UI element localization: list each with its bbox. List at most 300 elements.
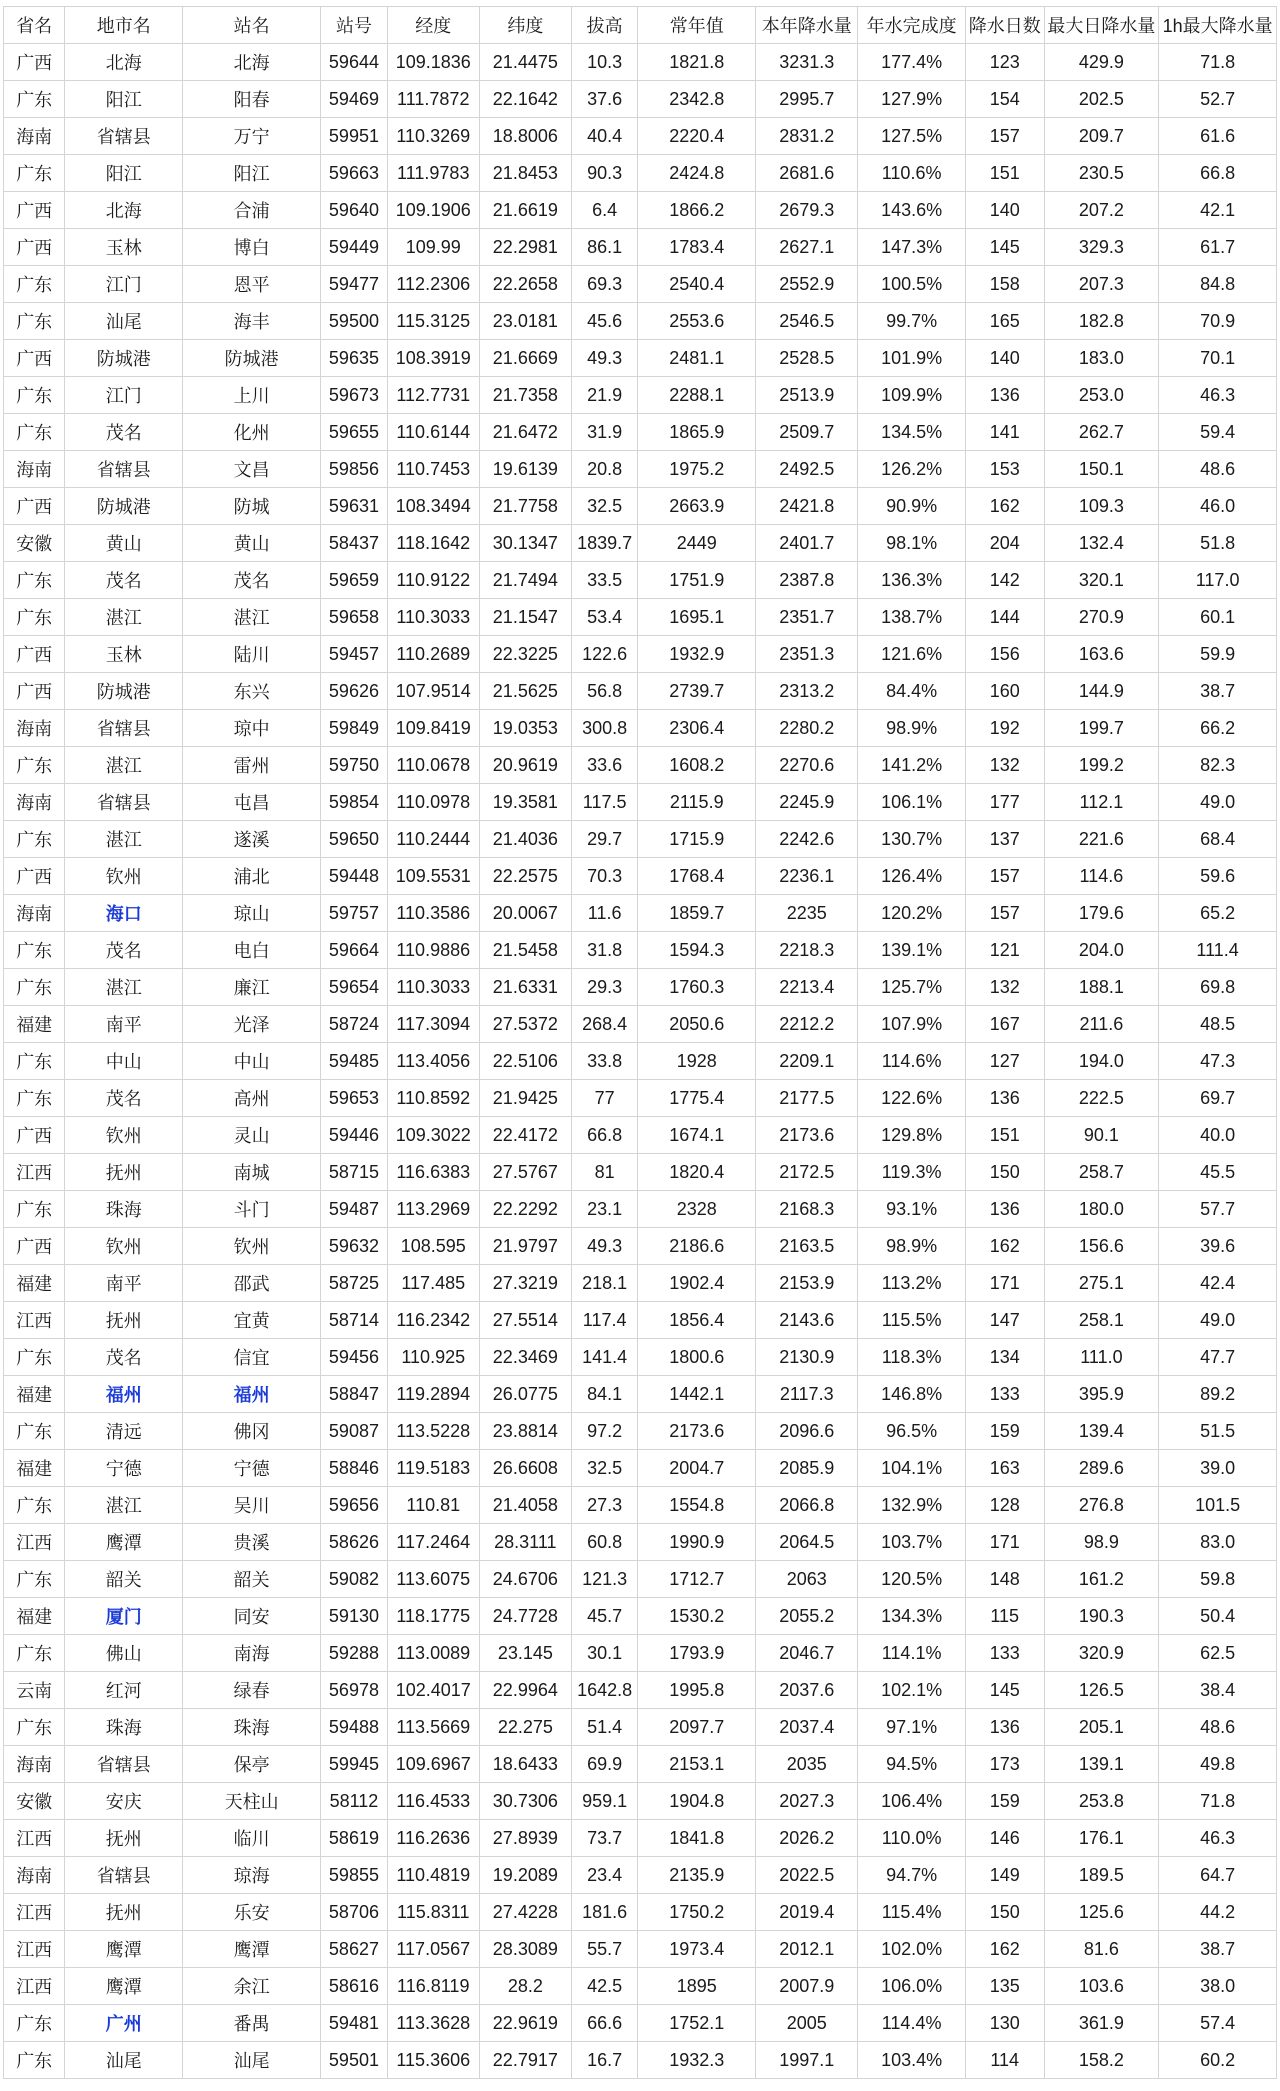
cell-city: 阳江 (65, 155, 183, 192)
cell-annual-precip: 2552.9 (756, 266, 858, 303)
cell-normal-value: 2153.1 (638, 1746, 756, 1783)
cell-precip-days: 145 (965, 229, 1044, 266)
cell-max-daily-precip: 262.7 (1044, 414, 1159, 451)
cell-altitude: 90.3 (571, 155, 638, 192)
cell-max-daily-precip: 275.1 (1044, 1265, 1159, 1302)
cell-completion: 100.5% (858, 266, 965, 303)
column-header-precip-days: 降水日数 (965, 7, 1044, 44)
table-row (4, 266, 1277, 303)
cell-city: 防城港 (65, 488, 183, 525)
cell-altitude: 23.4 (571, 1857, 638, 1894)
cell-station: 乐安 (183, 1894, 321, 1931)
cell-completion: 94.7% (858, 1857, 965, 1894)
cell-latitude: 21.8453 (479, 155, 571, 192)
cell-latitude: 21.4475 (479, 44, 571, 81)
cell-precip-days: 171 (965, 1524, 1044, 1561)
table-row (4, 1450, 1277, 1487)
table-row (4, 229, 1277, 266)
cell-station: 湛江 (183, 599, 321, 636)
cell-annual-precip: 2280.2 (756, 710, 858, 747)
cell-max-hourly-precip: 66.2 (1159, 710, 1277, 747)
cell-normal-value: 1608.2 (638, 747, 756, 784)
cell-annual-precip: 2245.9 (756, 784, 858, 821)
cell-max-hourly-precip: 71.8 (1159, 44, 1277, 81)
cell-normal-value: 1793.9 (638, 1635, 756, 1672)
cell-station: 浦北 (183, 858, 321, 895)
cell-city[interactable]: 福州 (65, 1376, 183, 1413)
cell-longitude: 110.9886 (387, 932, 479, 969)
cell-city: 省辖县 (65, 118, 183, 155)
cell-precip-days: 153 (965, 451, 1044, 488)
cell-completion: 138.7% (858, 599, 965, 636)
cell-altitude: 121.3 (571, 1561, 638, 1598)
cell-precip-days: 140 (965, 192, 1044, 229)
table-row (4, 1043, 1277, 1080)
cell-province: 广东 (4, 1561, 65, 1598)
cell-completion: 127.5% (858, 118, 965, 155)
cell-max-daily-precip: 222.5 (1044, 1080, 1159, 1117)
cell-station: 化州 (183, 414, 321, 451)
cell-longitude: 109.1836 (387, 44, 479, 81)
cell-city: 清远 (65, 1413, 183, 1450)
cell-latitude: 19.2089 (479, 1857, 571, 1894)
cell-province: 福建 (4, 1006, 65, 1043)
cell-longitude: 116.6383 (387, 1154, 479, 1191)
cell-city: 北海 (65, 192, 183, 229)
cell-completion: 103.4% (858, 2042, 965, 2079)
cell-normal-value: 1928 (638, 1043, 756, 1080)
cell-completion: 118.3% (858, 1339, 965, 1376)
cell-station-id: 59501 (321, 2042, 388, 2079)
cell-precip-days: 149 (965, 1857, 1044, 1894)
cell-station: 钦州 (183, 1228, 321, 1265)
table-row (4, 1524, 1277, 1561)
cell-precip-days: 142 (965, 562, 1044, 599)
cell-completion: 130.7% (858, 821, 965, 858)
cell-max-hourly-precip: 46.3 (1159, 377, 1277, 414)
table-row (4, 1191, 1277, 1228)
cell-max-daily-precip: 230.5 (1044, 155, 1159, 192)
cell-city[interactable]: 海口 (65, 895, 183, 932)
cell-max-daily-precip: 204.0 (1044, 932, 1159, 969)
cell-station: 防城港 (183, 340, 321, 377)
cell-normal-value: 1821.8 (638, 44, 756, 81)
cell-precip-days: 150 (965, 1894, 1044, 1931)
cell-station-id: 58715 (321, 1154, 388, 1191)
cell-normal-value: 2449 (638, 525, 756, 562)
cell-longitude: 109.5531 (387, 858, 479, 895)
cell-station: 余江 (183, 1968, 321, 2005)
cell-altitude: 37.6 (571, 81, 638, 118)
cell-latitude: 23.8814 (479, 1413, 571, 1450)
cell-normal-value: 1783.4 (638, 229, 756, 266)
cell-station-id: 59448 (321, 858, 388, 895)
cell-latitude: 27.5514 (479, 1302, 571, 1339)
cell-station: 信宜 (183, 1339, 321, 1376)
cell-station: 临川 (183, 1820, 321, 1857)
cell-max-daily-precip: 112.1 (1044, 784, 1159, 821)
cell-normal-value: 2220.4 (638, 118, 756, 155)
cell-completion: 143.6% (858, 192, 965, 229)
cell-completion: 126.4% (858, 858, 965, 895)
cell-station-id: 59854 (321, 784, 388, 821)
cell-province: 广东 (4, 747, 65, 784)
cell-station[interactable]: 福州 (183, 1376, 321, 1413)
cell-altitude: 1839.7 (571, 525, 638, 562)
cell-province: 海南 (4, 1746, 65, 1783)
table-row (4, 118, 1277, 155)
cell-latitude: 28.2 (479, 1968, 571, 2005)
cell-latitude: 18.8006 (479, 118, 571, 155)
cell-max-hourly-precip: 59.8 (1159, 1561, 1277, 1598)
cell-province: 海南 (4, 895, 65, 932)
cell-station-id: 59635 (321, 340, 388, 377)
cell-province: 广东 (4, 562, 65, 599)
cell-precip-days: 157 (965, 858, 1044, 895)
cell-latitude: 27.3219 (479, 1265, 571, 1302)
cell-city: 南平 (65, 1265, 183, 1302)
cell-annual-precip: 2831.2 (756, 118, 858, 155)
cell-city: 韶关 (65, 1561, 183, 1598)
cell-altitude: 959.1 (571, 1783, 638, 1820)
cell-city[interactable]: 厦门 (65, 1598, 183, 1635)
cell-longitude: 110.4819 (387, 1857, 479, 1894)
cell-normal-value: 1751.9 (638, 562, 756, 599)
cell-station: 遂溪 (183, 821, 321, 858)
cell-annual-precip: 2117.3 (756, 1376, 858, 1413)
cell-precip-days: 130 (965, 2005, 1044, 2042)
cell-longitude: 119.5183 (387, 1450, 479, 1487)
cell-latitude: 28.3089 (479, 1931, 571, 1968)
table-row (4, 747, 1277, 784)
cell-city: 玉林 (65, 229, 183, 266)
cell-normal-value: 2288.1 (638, 377, 756, 414)
table-row (4, 1413, 1277, 1450)
cell-max-hourly-precip: 66.8 (1159, 155, 1277, 192)
cell-station-id: 59500 (321, 303, 388, 340)
cell-altitude: 49.3 (571, 340, 638, 377)
cell-max-daily-precip: 103.6 (1044, 1968, 1159, 2005)
cell-station-id: 59488 (321, 1709, 388, 1746)
cell-province: 广西 (4, 340, 65, 377)
cell-province: 广东 (4, 81, 65, 118)
cell-station: 黄山 (183, 525, 321, 562)
cell-normal-value: 2739.7 (638, 673, 756, 710)
cell-province: 广东 (4, 1487, 65, 1524)
cell-city: 玉林 (65, 636, 183, 673)
cell-province: 福建 (4, 1450, 65, 1487)
cell-city: 茂名 (65, 1080, 183, 1117)
cell-normal-value: 2328 (638, 1191, 756, 1228)
cell-city: 江门 (65, 377, 183, 414)
table-row (4, 81, 1277, 118)
cell-completion: 177.4% (858, 44, 965, 81)
cell-completion: 122.6% (858, 1080, 965, 1117)
table-row (4, 340, 1277, 377)
cell-annual-precip: 2026.2 (756, 1820, 858, 1857)
cell-completion: 109.9% (858, 377, 965, 414)
table-row (4, 377, 1277, 414)
cell-completion: 120.2% (858, 895, 965, 932)
cell-province: 广西 (4, 44, 65, 81)
cell-city: 安庆 (65, 1783, 183, 1820)
cell-station-id: 58724 (321, 1006, 388, 1043)
cell-province: 广东 (4, 377, 65, 414)
cell-city: 抚州 (65, 1820, 183, 1857)
cell-annual-precip: 2313.2 (756, 673, 858, 710)
cell-normal-value: 2097.7 (638, 1709, 756, 1746)
cell-max-daily-precip: 205.1 (1044, 1709, 1159, 1746)
cell-completion: 125.7% (858, 969, 965, 1006)
cell-normal-value: 1554.8 (638, 1487, 756, 1524)
cell-precip-days: 173 (965, 1746, 1044, 1783)
cell-province: 广东 (4, 414, 65, 451)
cell-station-id: 59653 (321, 1080, 388, 1117)
cell-city: 钦州 (65, 1117, 183, 1154)
cell-precip-days: 140 (965, 340, 1044, 377)
cell-city: 汕尾 (65, 303, 183, 340)
cell-city: 湛江 (65, 1487, 183, 1524)
cell-longitude: 117.3094 (387, 1006, 479, 1043)
cell-annual-precip: 2351.3 (756, 636, 858, 673)
cell-longitude: 119.2894 (387, 1376, 479, 1413)
cell-normal-value: 1768.4 (638, 858, 756, 895)
cell-station: 珠海 (183, 1709, 321, 1746)
cell-province: 江西 (4, 1302, 65, 1339)
cell-station: 廉江 (183, 969, 321, 1006)
cell-completion: 115.4% (858, 1894, 965, 1931)
cell-province: 江西 (4, 1931, 65, 1968)
cell-precip-days: 123 (965, 44, 1044, 81)
cell-annual-precip: 2055.2 (756, 1598, 858, 1635)
cell-max-daily-precip: 180.0 (1044, 1191, 1159, 1228)
cell-station-id: 58437 (321, 525, 388, 562)
cell-latitude: 22.2575 (479, 858, 571, 895)
table-row (4, 599, 1277, 636)
cell-precip-days: 162 (965, 488, 1044, 525)
cell-longitude: 113.5228 (387, 1413, 479, 1450)
cell-normal-value: 1932.3 (638, 2042, 756, 2079)
table-row (4, 1487, 1277, 1524)
cell-station-id: 59130 (321, 1598, 388, 1635)
cell-normal-value: 1866.2 (638, 192, 756, 229)
cell-province: 广东 (4, 1413, 65, 1450)
cell-province: 广西 (4, 488, 65, 525)
cell-province: 广西 (4, 192, 65, 229)
cell-annual-precip: 2177.5 (756, 1080, 858, 1117)
cell-longitude: 110.3033 (387, 969, 479, 1006)
cell-station-id: 58846 (321, 1450, 388, 1487)
cell-completion: 98.9% (858, 710, 965, 747)
cell-station: 恩平 (183, 266, 321, 303)
cell-province: 福建 (4, 1265, 65, 1302)
table-row (4, 1302, 1277, 1339)
cell-annual-precip: 2022.5 (756, 1857, 858, 1894)
cell-max-hourly-precip: 64.7 (1159, 1857, 1277, 1894)
cell-normal-value: 1856.4 (638, 1302, 756, 1339)
cell-annual-precip: 2235 (756, 895, 858, 932)
cell-max-daily-precip: 111.0 (1044, 1339, 1159, 1376)
table-row (4, 710, 1277, 747)
cell-latitude: 21.1547 (479, 599, 571, 636)
cell-max-daily-precip: 182.8 (1044, 303, 1159, 340)
cell-altitude: 32.5 (571, 488, 638, 525)
cell-latitude: 21.9797 (479, 1228, 571, 1265)
cell-latitude: 27.5767 (479, 1154, 571, 1191)
cell-completion: 99.7% (858, 303, 965, 340)
table-row (4, 858, 1277, 895)
cell-station: 琼海 (183, 1857, 321, 1894)
column-header-max-daily-precip: 最大日降水量 (1044, 7, 1159, 44)
cell-completion: 115.5% (858, 1302, 965, 1339)
cell-station: 邵武 (183, 1265, 321, 1302)
cell-longitude: 113.4056 (387, 1043, 479, 1080)
cell-normal-value: 1990.9 (638, 1524, 756, 1561)
cell-latitude: 21.6472 (479, 414, 571, 451)
cell-annual-precip: 2064.5 (756, 1524, 858, 1561)
cell-max-hourly-precip: 57.7 (1159, 1191, 1277, 1228)
cell-altitude: 73.7 (571, 1820, 638, 1857)
cell-annual-precip: 2401.7 (756, 525, 858, 562)
cell-max-daily-precip: 190.3 (1044, 1598, 1159, 1635)
cell-station-id: 59626 (321, 673, 388, 710)
table-row (4, 1894, 1277, 1931)
cell-normal-value: 1442.1 (638, 1376, 756, 1413)
cell-province: 广东 (4, 599, 65, 636)
cell-precip-days: 158 (965, 266, 1044, 303)
cell-altitude: 40.4 (571, 118, 638, 155)
cell-station: 鹰潭 (183, 1931, 321, 1968)
cell-longitude: 110.925 (387, 1339, 479, 1376)
table-row (4, 969, 1277, 1006)
cell-annual-precip: 2236.1 (756, 858, 858, 895)
cell-latitude: 22.2658 (479, 266, 571, 303)
cell-max-daily-precip: 161.2 (1044, 1561, 1159, 1598)
cell-precip-days: 132 (965, 747, 1044, 784)
cell-longitude: 110.81 (387, 1487, 479, 1524)
cell-precip-days: 171 (965, 1265, 1044, 1302)
cell-max-hourly-precip: 50.4 (1159, 1598, 1277, 1635)
cell-annual-precip: 2387.8 (756, 562, 858, 599)
cell-station-id: 59082 (321, 1561, 388, 1598)
cell-station-id: 59655 (321, 414, 388, 451)
cell-max-hourly-precip: 51.8 (1159, 525, 1277, 562)
cell-completion: 98.9% (858, 1228, 965, 1265)
cell-city: 珠海 (65, 1709, 183, 1746)
cell-precip-days: 144 (965, 599, 1044, 636)
cell-altitude: 69.3 (571, 266, 638, 303)
cell-normal-value: 2342.8 (638, 81, 756, 118)
cell-altitude: 181.6 (571, 1894, 638, 1931)
cell-latitude: 22.9964 (479, 1672, 571, 1709)
cell-normal-value: 2306.4 (638, 710, 756, 747)
cell-city: 湛江 (65, 599, 183, 636)
cell-longitude: 110.0678 (387, 747, 479, 784)
cell-station-id: 59664 (321, 932, 388, 969)
table-row (4, 1635, 1277, 1672)
cell-max-daily-precip: 429.9 (1044, 44, 1159, 81)
table-row (4, 1820, 1277, 1857)
cell-completion: 93.1% (858, 1191, 965, 1228)
cell-max-daily-precip: 320.9 (1044, 1635, 1159, 1672)
cell-max-daily-precip: 207.2 (1044, 192, 1159, 229)
cell-station: 东兴 (183, 673, 321, 710)
cell-latitude: 22.9619 (479, 2005, 571, 2042)
cell-max-hourly-precip: 47.7 (1159, 1339, 1277, 1376)
cell-normal-value: 2481.1 (638, 340, 756, 377)
cell-latitude: 19.6139 (479, 451, 571, 488)
cell-max-hourly-precip: 84.8 (1159, 266, 1277, 303)
cell-precip-days: 115 (965, 1598, 1044, 1635)
cell-altitude: 33.8 (571, 1043, 638, 1080)
cell-annual-precip: 2037.4 (756, 1709, 858, 1746)
cell-longitude: 116.8119 (387, 1968, 479, 2005)
cell-longitude: 115.3606 (387, 2042, 479, 2079)
table-row (4, 525, 1277, 562)
cell-completion: 136.3% (858, 562, 965, 599)
cell-altitude: 122.6 (571, 636, 638, 673)
table-row (4, 1857, 1277, 1894)
cell-altitude: 56.8 (571, 673, 638, 710)
cell-normal-value: 2004.7 (638, 1450, 756, 1487)
table-row (4, 155, 1277, 192)
cell-max-daily-precip: 179.6 (1044, 895, 1159, 932)
cell-max-hourly-precip: 59.9 (1159, 636, 1277, 673)
cell-latitude: 22.275 (479, 1709, 571, 1746)
cell-latitude: 20.0067 (479, 895, 571, 932)
cell-altitude: 77 (571, 1080, 638, 1117)
cell-city: 钦州 (65, 858, 183, 895)
cell-province: 安徽 (4, 1783, 65, 1820)
cell-province: 广东 (4, 1339, 65, 1376)
cell-station: 番禺 (183, 2005, 321, 2042)
cell-longitude: 108.595 (387, 1228, 479, 1265)
cell-precip-days: 157 (965, 895, 1044, 932)
cell-station: 汕尾 (183, 2042, 321, 2079)
cell-annual-precip: 2509.7 (756, 414, 858, 451)
cell-max-hourly-precip: 70.9 (1159, 303, 1277, 340)
cell-latitude: 22.5106 (479, 1043, 571, 1080)
cell-annual-precip: 2270.6 (756, 747, 858, 784)
cell-normal-value: 1865.9 (638, 414, 756, 451)
cell-longitude: 111.7872 (387, 81, 479, 118)
cell-normal-value: 2424.8 (638, 155, 756, 192)
cell-max-daily-precip: 276.8 (1044, 1487, 1159, 1524)
cell-city: 省辖县 (65, 784, 183, 821)
cell-annual-precip: 2679.3 (756, 192, 858, 229)
cell-longitude: 116.2342 (387, 1302, 479, 1339)
cell-max-hourly-precip: 83.0 (1159, 1524, 1277, 1561)
cell-annual-precip: 2172.5 (756, 1154, 858, 1191)
cell-altitude: 45.6 (571, 303, 638, 340)
cell-completion: 119.3% (858, 1154, 965, 1191)
cell-max-daily-precip: 144.9 (1044, 673, 1159, 710)
cell-longitude: 110.9122 (387, 562, 479, 599)
cell-city[interactable]: 广州 (65, 2005, 183, 2042)
cell-station-id: 59656 (321, 1487, 388, 1524)
cell-station: 文昌 (183, 451, 321, 488)
cell-province: 广东 (4, 1635, 65, 1672)
cell-station: 灵山 (183, 1117, 321, 1154)
cell-precip-days: 136 (965, 1080, 1044, 1117)
cell-normal-value: 1902.4 (638, 1265, 756, 1302)
cell-altitude: 70.3 (571, 858, 638, 895)
cell-city: 北海 (65, 44, 183, 81)
cell-city: 茂名 (65, 562, 183, 599)
cell-latitude: 23.145 (479, 1635, 571, 1672)
cell-max-hourly-precip: 60.1 (1159, 599, 1277, 636)
cell-province: 广东 (4, 821, 65, 858)
